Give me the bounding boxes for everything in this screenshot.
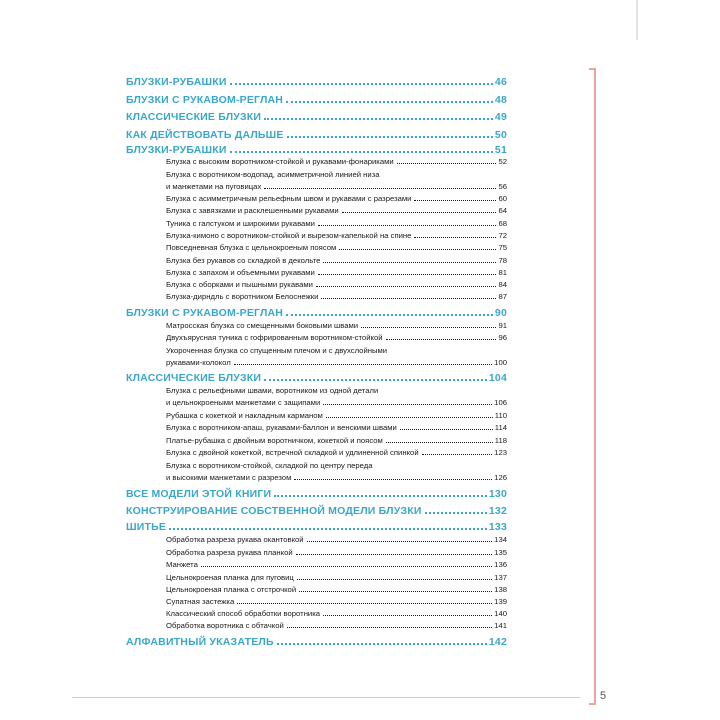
toc-page-number: 130	[488, 488, 507, 500]
toc-entry-title: Блузка с воротником-стойкой, складкой по центру переда	[166, 461, 373, 470]
toc-dot-leader	[307, 541, 493, 542]
toc-dot-leader	[361, 327, 496, 328]
toc-dot-leader	[318, 274, 497, 275]
toc-entry-title: Двухъярусная туника с гофрированным воротником-стойкой	[166, 333, 383, 342]
toc-page-number: 56	[498, 182, 507, 191]
toc-page-number: 137	[494, 573, 507, 582]
toc-dot-leader	[342, 212, 497, 213]
toc-entry-title: БЛУЗКИ С РУКАВОМ-РЕГЛАН	[126, 307, 284, 319]
toc-section-heading[interactable]	[126, 76, 507, 88]
toc-entry-title: Блузка с высоким воротником-стойкой и рукавами-фонариками	[166, 157, 394, 166]
toc-entry-title: Повседневная блузка с цельнокроеным поясом	[166, 243, 337, 252]
toc-dot-leader	[422, 454, 493, 455]
toc-entry-line[interactable]	[166, 386, 507, 395]
toc-entry[interactable]	[166, 473, 507, 483]
toc-page-number: 72	[498, 231, 507, 240]
toc-dot-leader	[318, 225, 497, 226]
toc-page-number: 49	[494, 111, 507, 123]
bottom-divider-line	[72, 697, 580, 698]
toc-page-number: 114	[494, 423, 507, 432]
toc-entry-title: Блузка с оборками и пышными рукавами	[166, 280, 313, 289]
toc-dot-leader	[169, 528, 487, 530]
toc-entry[interactable]	[166, 597, 507, 607]
toc-page-number: 81	[498, 268, 507, 277]
toc-page-number: 52	[498, 157, 507, 166]
toc-entry-title: БЛУЗКИ-РУБАШКИ	[126, 144, 227, 156]
toc-entry-title: Укороченная блузка со спущенным плечом и с двухслойными	[166, 346, 388, 355]
toc-dot-leader	[237, 603, 492, 604]
toc-entry[interactable]	[166, 231, 507, 241]
toc-dot-leader	[326, 417, 493, 418]
toc-section-heading[interactable]	[126, 111, 507, 123]
toc-entry-title: и манжетами на пуговицах	[166, 182, 262, 191]
toc-page-number: 46	[494, 76, 507, 88]
toc-entry[interactable]	[166, 423, 507, 433]
toc-entry-title: Обработка воротника с обтачкой	[166, 621, 284, 630]
toc-page-number: 132	[488, 505, 507, 517]
toc-entry[interactable]	[166, 333, 507, 343]
toc-dot-leader	[414, 200, 496, 201]
page-number: 5	[600, 690, 607, 702]
toc-entry-title: рукавами-колокол	[166, 358, 231, 367]
toc-entry-title: Манжета	[166, 560, 198, 569]
toc-dot-leader	[264, 188, 496, 189]
toc-entry-title: Блузка с асимметричным рельефным швом и рукавами с разрезами	[166, 194, 412, 203]
toc-page-number: 126	[494, 473, 507, 482]
toc-page-number: 75	[498, 243, 507, 252]
toc-dot-leader	[316, 286, 496, 287]
toc-entry-title: Рубашка с кокеткой и накладным карманом	[166, 411, 323, 420]
toc-dot-leader	[323, 262, 496, 263]
toc-page-number: 64	[498, 206, 507, 215]
toc-dot-leader	[299, 591, 492, 592]
toc-entry-title: Блузка-кимоно с воротником-стойкой и вырезом-капелькой на спине	[166, 231, 412, 240]
toc-dot-leader	[277, 643, 487, 645]
toc-entry-title: КОНСТРУИРОВАНИЕ СОБСТВЕННОЙ МОДЕЛИ БЛУЗКИ	[126, 505, 422, 517]
toc-page-number: 133	[488, 521, 507, 533]
toc-dot-leader	[230, 151, 493, 153]
toc-entry[interactable]	[166, 535, 507, 545]
toc-entry[interactable]	[166, 280, 507, 290]
toc-page-number: 118	[494, 436, 507, 445]
toc-section-heading[interactable]	[126, 505, 507, 517]
toc-page-number: 60	[498, 194, 507, 203]
toc-entry[interactable]	[166, 411, 507, 421]
toc-entry[interactable]	[166, 292, 507, 302]
toc-entry[interactable]	[166, 321, 507, 331]
toc-page-number: 138	[494, 585, 507, 594]
toc-entry-title: ВСЕ МОДЕЛИ ЭТОЙ КНИГИ	[126, 488, 272, 500]
toc-dot-leader	[386, 339, 497, 340]
toc-page-number: 91	[498, 321, 507, 330]
toc-entry[interactable]	[166, 573, 507, 583]
toc-page-number: 100	[494, 358, 507, 367]
toc-dot-leader	[400, 429, 493, 430]
toc-section-heading[interactable]	[126, 372, 507, 384]
toc-entry-title: Блузка без рукавов со складкой в декольте	[166, 256, 321, 265]
toc-dot-leader	[286, 314, 493, 316]
toc-entry[interactable]	[166, 206, 507, 216]
toc-entry-title: Цельнокроеная планка для пуговиц	[166, 573, 294, 582]
toc-dot-leader	[264, 118, 493, 120]
toc-dot-leader	[386, 442, 493, 443]
toc-entry-title: КЛАССИЧЕСКИЕ БЛУЗКИ	[126, 111, 262, 123]
toc-entry-title: Супатная застежка	[166, 597, 235, 606]
toc-entry-title: Блузка с запахом и объемными рукавами	[166, 268, 315, 277]
toc-page-number: 110	[494, 411, 507, 420]
toc-entry[interactable]	[166, 609, 507, 619]
toc-page-number: 48	[494, 94, 507, 106]
toc-entry-line[interactable]	[166, 346, 507, 355]
toc-entry[interactable]	[166, 398, 507, 408]
toc-entry[interactable]	[166, 436, 507, 446]
toc-entry-title: и цельнокроеными манжетами с защипами	[166, 398, 321, 407]
toc-section-heading[interactable]	[126, 144, 507, 156]
toc-section-heading[interactable]	[126, 636, 507, 648]
toc-dot-leader	[230, 83, 493, 85]
toc-page-number: 104	[488, 372, 507, 384]
toc-page-number: 141	[494, 621, 507, 630]
toc-dot-leader	[286, 101, 493, 103]
toc-page-number: 68	[498, 219, 507, 228]
toc-entry[interactable]	[166, 548, 507, 558]
toc-entry-title: Блузка с воротником-апаш, рукавами-баллон и венскими швами	[166, 423, 397, 432]
toc-dot-leader	[287, 627, 492, 628]
toc-dot-leader	[201, 566, 492, 567]
toc-page-number: 142	[488, 636, 507, 648]
toc-entry[interactable]	[166, 157, 507, 167]
toc-entry-title: Матросская блузка со смещенными боковыми швами	[166, 321, 359, 330]
toc-entry-title: Блузка с завязками и расклешенными рукавами	[166, 206, 339, 215]
toc-entry-title: БЛУЗКИ-РУБАШКИ	[126, 76, 227, 88]
toc-entry-title: Блузка с воротником-водопад, асимметричной линией низа	[166, 170, 380, 179]
toc-dot-leader	[339, 249, 496, 250]
toc-page-number: 90	[494, 307, 507, 319]
toc-dot-leader	[414, 237, 496, 238]
toc-entry-line[interactable]	[166, 170, 507, 179]
toc-entry-title: БЛУЗКИ С РУКАВОМ-РЕГЛАН	[126, 94, 284, 106]
toc-page-number: 134	[494, 535, 507, 544]
toc-entry[interactable]	[166, 560, 507, 570]
toc-page-number: 135	[494, 548, 507, 557]
toc-entry[interactable]	[166, 358, 507, 368]
toc-page-number: 78	[498, 256, 507, 265]
toc-page-number: 87	[498, 292, 507, 301]
toc-section-heading[interactable]	[126, 94, 507, 106]
toc-entry[interactable]	[166, 256, 507, 266]
toc-entry-title: Туника с галстуком и широкими рукавами	[166, 219, 315, 228]
toc-dot-leader	[321, 298, 496, 299]
toc-entry-title: ШИТЬЕ	[126, 521, 167, 533]
toc-page-number: 136	[494, 560, 507, 569]
toc-entry[interactable]	[166, 585, 507, 595]
toc-entry-title: Платье-рубашка с двойным воротничком, кокеткой и поясом	[166, 436, 383, 445]
toc-dot-leader	[323, 404, 492, 405]
toc-entry-title: Классический способ обработки воротника	[166, 609, 321, 618]
toc-page-number: 140	[494, 609, 507, 618]
toc-section-heading[interactable]	[126, 521, 507, 533]
toc-dot-leader	[297, 579, 492, 580]
toc-entry-title: Обработка разреза рукава планкой	[166, 548, 293, 557]
toc-page-number: 50	[494, 129, 507, 141]
toc-dot-leader	[264, 379, 487, 381]
toc-dot-leader	[234, 364, 492, 365]
toc-section-heading[interactable]	[126, 129, 507, 141]
toc-section-heading[interactable]	[126, 488, 507, 500]
toc-dot-leader	[323, 615, 492, 616]
toc-section-heading[interactable]	[126, 307, 507, 319]
toc-page-number: 96	[498, 333, 507, 342]
toc-entry-title: АЛФАВИТНЫЙ УКАЗАТЕЛЬ	[126, 636, 274, 648]
toc-entry[interactable]	[166, 182, 507, 192]
toc-entry-title: Блузка с рельефными швами, воротником из одной детали	[166, 386, 379, 395]
toc-dot-leader	[296, 554, 493, 555]
toc-page-number: 106	[494, 398, 507, 407]
toc-entry-title: КАК ДЕЙСТВОВАТЬ ДАЛЬШЕ	[126, 129, 284, 141]
toc-entry[interactable]	[166, 219, 507, 229]
toc-entry-title: Блузка-дирндль с воротником Белоснежки	[166, 292, 319, 301]
toc-page-number: 139	[494, 597, 507, 606]
toc-entry-title: Блузка с двойной кокеткой, встречной складкой и удлиненной спинкой	[166, 448, 419, 457]
toc-entry-title: КЛАССИЧЕСКИЕ БЛУЗКИ	[126, 372, 262, 384]
toc-page-number: 84	[498, 280, 507, 289]
toc-page-number: 123	[494, 448, 507, 457]
toc-entry[interactable]	[166, 243, 507, 253]
toc-page-number: 51	[494, 144, 507, 156]
toc-dot-leader	[287, 136, 493, 138]
toc-entry[interactable]	[166, 194, 507, 204]
toc-dot-leader	[294, 479, 492, 480]
toc-dot-leader	[425, 512, 487, 514]
toc-entry[interactable]	[166, 621, 507, 631]
toc-entry-title: Обработка разреза рукава окантовкой	[166, 535, 304, 544]
toc-entry-line[interactable]	[166, 461, 507, 470]
toc-entry[interactable]	[166, 448, 507, 458]
toc-entry[interactable]	[166, 268, 507, 278]
toc-entry-title: Цельнокроеная планка с отстрочкой	[166, 585, 297, 594]
toc-dot-leader	[397, 163, 497, 164]
toc-entry-title: и высокими манжетами с разрезом	[166, 473, 292, 482]
toc-dot-leader	[274, 495, 487, 497]
